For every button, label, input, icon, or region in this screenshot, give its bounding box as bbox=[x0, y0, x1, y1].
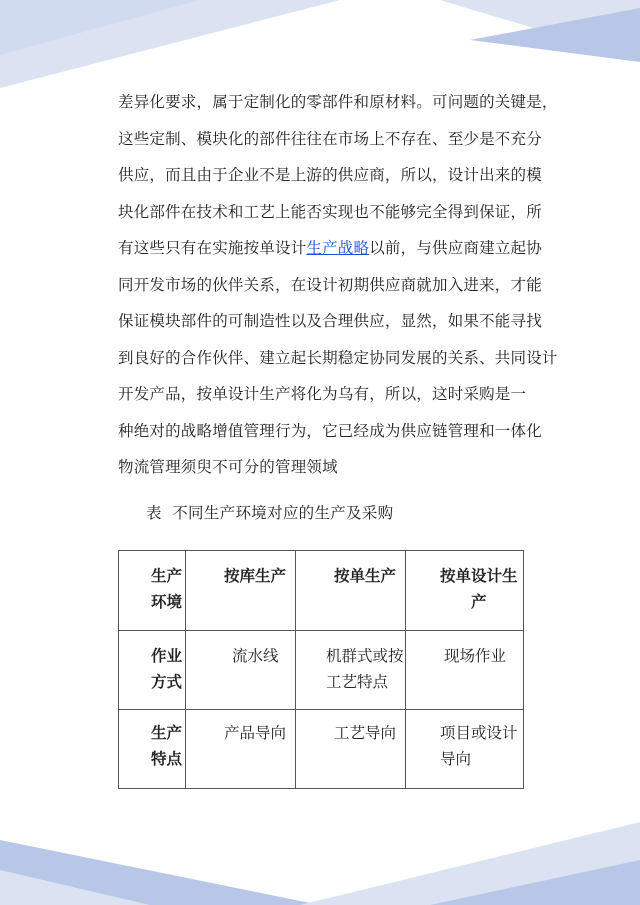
table-cell bbox=[186, 631, 296, 710]
table-cell bbox=[406, 631, 524, 710]
header-make-to-stock: 按库生产 bbox=[224, 567, 287, 585]
table-cell bbox=[406, 551, 524, 631]
table-cell bbox=[296, 631, 406, 710]
table-cell-text: 工艺导向 bbox=[334, 724, 397, 742]
production-environment-table bbox=[118, 550, 524, 789]
top-left-wedge-inner bbox=[0, 0, 200, 55]
table-cell bbox=[296, 710, 406, 789]
row-label-operation-mode: 作业 方式 bbox=[151, 647, 183, 691]
paragraph-text: 有这些只有在实施按单设计 bbox=[118, 239, 307, 257]
paragraph-line: 保证模块部件的可制造性以及合理供应，显然，如果不能寻找 bbox=[118, 312, 542, 330]
table-cell bbox=[296, 551, 406, 631]
header-engineer-to-order: 按单设计生 产 bbox=[440, 567, 518, 611]
header-production-environment: 生产 环境 bbox=[151, 567, 183, 611]
bottom-left-wedge bbox=[0, 840, 320, 905]
table-row bbox=[119, 631, 524, 710]
table-cell-text: 项目或设计 导向 bbox=[440, 724, 518, 768]
body-paragraph bbox=[118, 84, 558, 486]
paragraph-line-with-link bbox=[118, 230, 542, 267]
header-make-to-order: 按单生产 bbox=[334, 567, 397, 585]
paragraph-text: 以前，与供应商建立起协 bbox=[369, 239, 542, 257]
paragraph-line: 这些定制、模块化的部件往往在市场上不存在、至少是不充分 bbox=[118, 129, 542, 148]
bottom-left-light bbox=[0, 870, 150, 905]
table-header-row bbox=[119, 551, 524, 631]
production-strategy-link[interactable]: 生产战略 bbox=[306, 239, 370, 257]
paragraph-line: 块化部件在技术和工艺上能否实现也不能够完全得到保证，所 bbox=[118, 202, 542, 221]
top-right-wedge bbox=[440, 0, 640, 60]
table-cell bbox=[119, 710, 186, 789]
row-label-production-feature: 生产 特点 bbox=[151, 724, 183, 768]
bottom-right-band bbox=[430, 860, 640, 905]
table-row bbox=[119, 710, 524, 789]
top-left-wedge bbox=[0, 0, 340, 88]
paragraph-line: 供应，而且由于企业不是上游的供应商，所以，设计出来的模 bbox=[118, 166, 542, 184]
paragraph-line: 物流管理须臾不可分的管理领域 bbox=[118, 458, 338, 476]
table-cell-text: 机群式或按 工艺特点 bbox=[326, 647, 404, 691]
table-cell-text: 产品导向 bbox=[224, 724, 287, 742]
paragraph-line: 同开发市场的伙伴关系，在设计初期供应商就加入进来，才能 bbox=[118, 275, 542, 294]
paragraph-line: 开发产品，按单设计生产将化为乌有，所以，这时采购是一 bbox=[118, 385, 527, 403]
table-cell-text: 流水线 bbox=[232, 647, 279, 665]
paragraph-line: 种绝对的战略增值管理行为，它已经成为供应链管理和一体化 bbox=[118, 421, 542, 440]
table-cell bbox=[119, 551, 186, 631]
table-cell bbox=[186, 710, 296, 789]
table-cell bbox=[186, 551, 296, 631]
table-cell-text: 现场作业 bbox=[444, 647, 507, 665]
table-cell bbox=[119, 631, 186, 710]
bottom-right-wedge bbox=[300, 822, 640, 905]
top-right-band bbox=[470, 8, 640, 62]
paragraph-line: 到良好的合作伙伴、建立起长期稳定协同发展的关系、共同设计 bbox=[118, 348, 558, 367]
table-caption: 表 不同生产环境对应的生产及采购 bbox=[146, 504, 394, 522]
paragraph-line: 差异化要求，属于定制化的零部件和原材料。可问题的关键是， bbox=[118, 93, 558, 111]
table-cell bbox=[406, 710, 524, 789]
